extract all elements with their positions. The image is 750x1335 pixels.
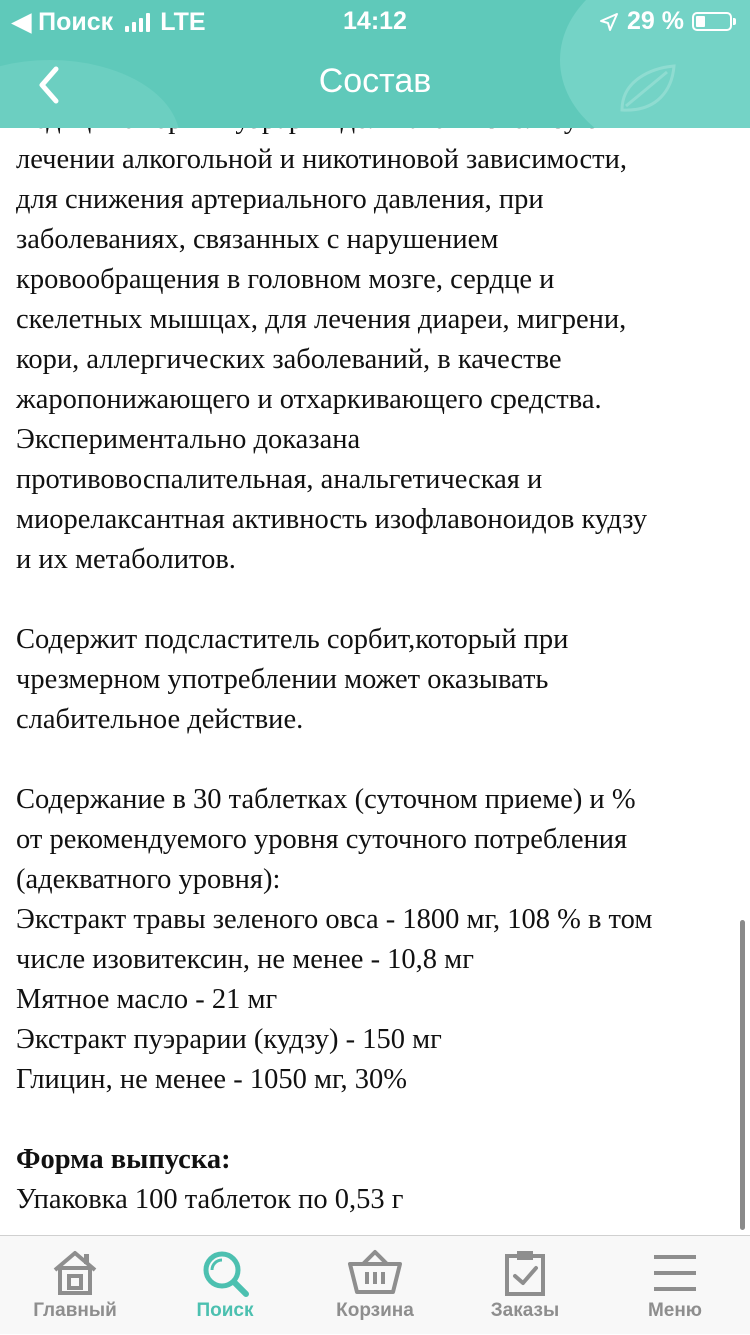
tab-label: Заказы: [490, 1300, 560, 1321]
paragraph-release-form: [16, 1140, 741, 1220]
text-line: кори, аллергических заболеваний, в качестве: [16, 344, 562, 375]
tab-menu[interactable]: [600, 1236, 750, 1335]
clipboard-check-icon: [500, 1248, 550, 1298]
paragraph-medical-use: [16, 100, 741, 580]
tab-home[interactable]: [0, 1236, 150, 1335]
basket-icon: [347, 1248, 403, 1298]
home-icon: [50, 1248, 100, 1298]
tab-label: Меню: [647, 1300, 703, 1321]
tab-basket[interactable]: [300, 1236, 450, 1335]
text-line: Содержит подсластитель сорбит,который при: [16, 624, 569, 655]
ingredient-line: числе изовитексин, не менее - 10,8 мг: [16, 944, 474, 975]
tab-label: Главный: [33, 1300, 117, 1321]
tab-orders[interactable]: [450, 1236, 600, 1335]
search-icon: [200, 1248, 250, 1298]
scroll-indicator[interactable]: [740, 920, 745, 1230]
back-to-app-link[interactable]: ◀ Поиск: [12, 8, 114, 36]
nav-header: [0, 0, 750, 128]
release-form-text: Упаковка 100 таблеток по 0,53 г: [16, 1184, 404, 1215]
tab-search[interactable]: [150, 1236, 300, 1335]
status-time: 14:12: [343, 7, 407, 35]
ingredient-line: Экстракт травы зеленого овса - 1800 мг, 108 % в том: [16, 904, 653, 935]
paragraph-sorbitol-warning: [16, 620, 741, 740]
text-line: лечении алкогольной и никотиновой зависимости,: [16, 144, 627, 175]
text-line: и их метаболитов.: [16, 544, 236, 575]
text-line: жаропонижающего и отхаркивающего средства.: [16, 384, 602, 415]
release-form-heading: Форма выпуска:: [16, 1144, 231, 1175]
location-arrow-icon: [599, 12, 619, 32]
network-type: LTE: [160, 7, 206, 36]
text-line: Содержание в 30 таблетках (суточном приеме) и %: [16, 784, 636, 815]
text-line: от рекомендуемого уровня суточного потребления: [16, 824, 628, 855]
ingredient-line: Глицин, не менее - 1050 мг, 30%: [16, 1064, 407, 1095]
text-line: слабительное действие.: [16, 704, 304, 735]
page-title: Состав: [318, 62, 432, 100]
text-line: (адекватного уровня):: [16, 864, 281, 895]
text-line: для снижения артериального давления, при: [16, 184, 544, 215]
text-line: заболеваниях, связанных с нарушением: [16, 224, 499, 255]
battery-icon: [692, 12, 732, 31]
text-line: кровообращения в головном мозге, сердце и: [16, 264, 555, 295]
composition-text: [16, 100, 741, 1235]
text-line: чрезмерном употреблении может оказывать: [16, 664, 549, 695]
text-line: миорелаксантная активность изофлавоноидов кудзу: [16, 504, 648, 535]
status-bar: [0, 0, 750, 40]
tab-bar: [0, 1235, 750, 1334]
battery-percent: 29 %: [627, 7, 684, 35]
tab-label: Корзина: [336, 1300, 414, 1321]
ingredient-line: Мятное масло - 21 мг: [16, 984, 278, 1015]
text-line: скелетных мышцах, для лечения диареи, мигрени,: [16, 304, 627, 335]
text-line: противовоспалительная, анальгетическая и: [16, 464, 543, 495]
paragraph-daily-content: [16, 780, 741, 1100]
menu-icon: [650, 1248, 700, 1298]
ingredient-line: Экстракт пуэрарии (кудзу) - 150 мг: [16, 1024, 442, 1055]
text-line: Экспериментально доказана: [16, 424, 361, 455]
content-scroll-area[interactable]: [0, 100, 750, 1235]
status-right: [599, 7, 732, 36]
tab-label: Поиск: [196, 1300, 254, 1321]
